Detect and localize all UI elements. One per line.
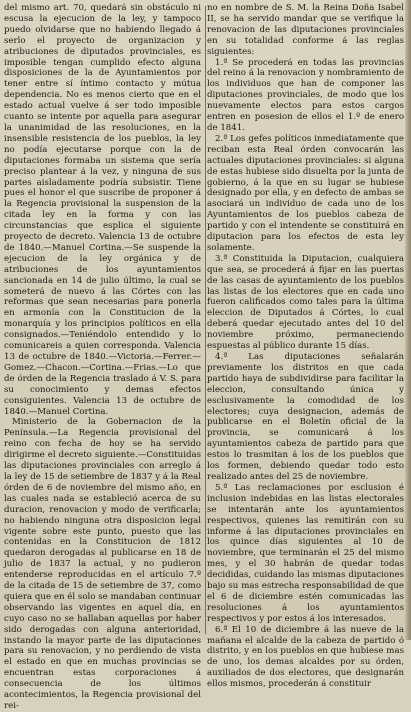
- right-paragraph-7: 6.ª El 10 de diciembre á las nueve de la mañana el alcalde de la cabeza de partido ó distrito, y en los pueblos en que hubiese mas de uno, los demas alcaldes por su órden, auxiliados de dos electores, que designarán ellos mismos, procederán á constituir: [207, 624, 404, 690]
- right-paragraph-1: no en nombre de S. M. la Reina Doña Isabel II, se ha servido mandar que se verifique la renovacion de las diputaciones provinciales en su totalidad conforme á las reglas siguientes:: [207, 3, 404, 57]
- right-paragraph-6: 5.ª Las reclamaciones por esclusion é inclusion indebidas en las listas electorales se intentarán ante los ayuntamientos respectivos, quienes las remitirán con su informe á las diputaciones provinciales en los quince días siguientes al 10 de noviembre, que terminarán el 25 del mismo mes, y el 30 habrán de quedar todas decididas, cuidando las mismas diputaciones bajo su mas estrecha responsabilidad de que el 6 de diciembre estén comunicadas las resoluciones á los ayuntamientos respectivos y por estos á los interesados.: [207, 482, 404, 624]
- right-paragraph-5: 4.ª Las diputaciones señalarán previamente los distritos en que cada partido haya de subdividirse para facilitar la eleccion, consultando única y esclusivamente la comodidad de los electores; cuya designacion, además de publicarse en el Boletín oficial de la provincia, se comunicará á los ayuntamientos cabeza de partido para que estos lo trasmitan á los de los pueblos que los formen, debiendo quedar todo esto realizado antes del 25 de noviembre.: [207, 352, 404, 482]
- left-paragraph-1: del mismo art. 70, quedará sin obstáculo ni escusa la ejecucion de la ley, y tampoco puedo olvidarse que no habiendo llegado á serlo el proyecto de organizacion y atribuciones de diputados provinciales, es imposible tengan cumplido efecto alguna disposiciones de la de Ayuntamientos por tener entre sí íntimo contacto y mútua dependencia. No es menos cierto que en el estado actual vuelve á ser todo imposible cuanto se intente por aquella para asegurar la unanimidad de las resoluciones, en la insensible resistencia de los pueblos, la ley no podía ejecutarse porque con la de diputaciones formaba un sistema que sería preciso plantear á la vez, y ninguna de sus partes aisladamente podría subsistir. Tiene pues el honor el que suscribe de proponer á la Regencia provisional la suspension de la citada ley en la forma y con las circunstancias que esplica el siguiente proyecto de decreto. Valencia 13 de octubre de 1840.—Manuel Cortina.—Se suspende la ejecucion de la ley orgánica y de atribuciones de los ayuntamientos sancionada en 14 de julio último, la cual se someterá de nuevo á las Córtes con las reformas que sean necesarias para ponerla en armonía con la Constitucion de la monarquía y los principios políticos en ella consignados.—Teniéndolo entendido y lo comunicareis a quien corresponda. Valencia 13 de octubre de 1840.—Victoria.—Ferrer.—Gomez.—Chacon.—Cortina.—Frias.—Lo que de órden de la Regencia traslado á V. S. para su conocimiento y demas efectos consiguientes. Valencia 13 de octubre de 1840.—Manuel Cortina.: [4, 3, 201, 417]
- right-column: [207, 3, 404, 690]
- column-divider: [205, 6, 206, 634]
- right-paragraph-2: 1.ª Se procederá en todas las provincias del reino á la renovacion y nombramiento de los individuos que han de componer las diputaciones provinciales, de modo que los nuevamente electos para estos cargos entren en posesion de ellos el 1.º de enero de 1841.: [207, 57, 404, 133]
- left-column: [4, 3, 201, 711]
- page-edge-shadow: [405, 0, 411, 640]
- right-paragraph-3: 2.ª Los gefes políticos inmediatamente que reciban esta Real órden convocarán las actuales diputaciones provinciales: si alguna de estas hubiese sido disuelta por la junta de gobierno, á la que en su lugar se hubiese designado por ella, y en defecto de ambas se asociará un individuo de cada uno de los Ayuntamientos de los pueblos cabeza de partido y con el intendente se constituirá en diputacion para los efectos de esta ley solamente.: [207, 133, 404, 253]
- left-paragraph-2: Ministerio de la Gobernacion de la Península.—La Regencia provisional del reino con fecha de hoy se ha servido dirigirme el decreto siguiente.—Constituidas las diputaciones provinciales con arreglo á la ley de 15 de setiembre de 1837 y á la Real órden de 6 de noviembre del mismo año, en las cuales nada se estableció acerca de su duracion, renovacion y modo de verificarla; no habiendo ninguna otra disposicion legal vigente sobre este punto, puesto que las contenidas en la Constitucion de 1812 quedaron derogadas al publicarse en 18 de julio de 1837 la actual, y no pudieron entenderse reproducidas en el artículo 7.º de la citada de 15 de setiembre de 37, como quiera que en él solo se mandaban continuar observando las vigentes en aquel día, en cuyo caso no se hallaban aquellas por haber sido derogadas con alguna anterioridad, instando la mayor parte de las diputaciones para su renovacion, y no perdiendo de vista el estado en que en muchas provincias se encuentran estas corporaciones á consecuencia de los últimos acontecimientos, la Regencia provisional del rei-: [4, 417, 201, 711]
- right-paragraph-4: 3.ª Constituida la Diputacion, cualquiera que sea, se procederá á fijar en las puertas de las casas de ayuntamiento de los pueblos las listas de los electores que en cada uno fueron calificados como tales para la última eleccion de Diputados á Córtes, lo cual deberá quedar ejecutado antes del 10 del noviembre próximo, permaneciendo espuestas al público durante 15 días.: [207, 253, 404, 352]
